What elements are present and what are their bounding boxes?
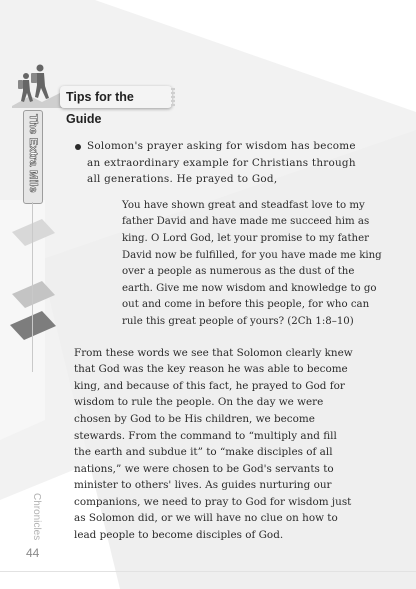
side-divider	[32, 202, 33, 372]
tab-rivets	[171, 88, 175, 106]
chapter-label: Chronicles	[31, 493, 42, 541]
section-header-tab	[60, 86, 172, 126]
body-paragraph: From these words we see that Solomon clearly knew that God was the key reason he was able to become king, and because of this fact, he prayed to God for wisdom to rule the people. On the day we were chosen by God to be His children, we become stewards. From the command to “multiply and fill the earth and subdue it” to “make disciples of all nations,” we were chosen to be God's servants to minister to others' lives. As guides nurturing our companions, we need to pray to God for wisdom just as Solomon did, or we will have no clue on how to lead people to become disciples of God.	[74, 346, 353, 542]
bullet-icon	[75, 144, 81, 150]
bullet-item	[74, 138, 369, 188]
bottom-rule	[0, 571, 416, 572]
main-content	[74, 138, 382, 544]
page-number: 44	[26, 546, 40, 560]
bullet-text: Solomon's prayer asking for wisdom has become an extraordinary example for Christians through all generations. He prayed to God,	[87, 140, 356, 186]
hikers-icon	[12, 62, 62, 108]
scripture-quote: You have shown great and steadfast love to my father David and have made me succeed him as king. O Lord God, let your promise to my father David now be fulfilled, for you have made me king over a people as numerous as the dust of the earth. Give me now wisdom and knowledge to go out and come in before this people, for who can rule this great people of yours? (2Ch 1:8–10)	[122, 199, 382, 327]
section-title: Tips for the Guide	[66, 90, 134, 126]
side-tab-label: The Extra Mile	[27, 114, 39, 193]
